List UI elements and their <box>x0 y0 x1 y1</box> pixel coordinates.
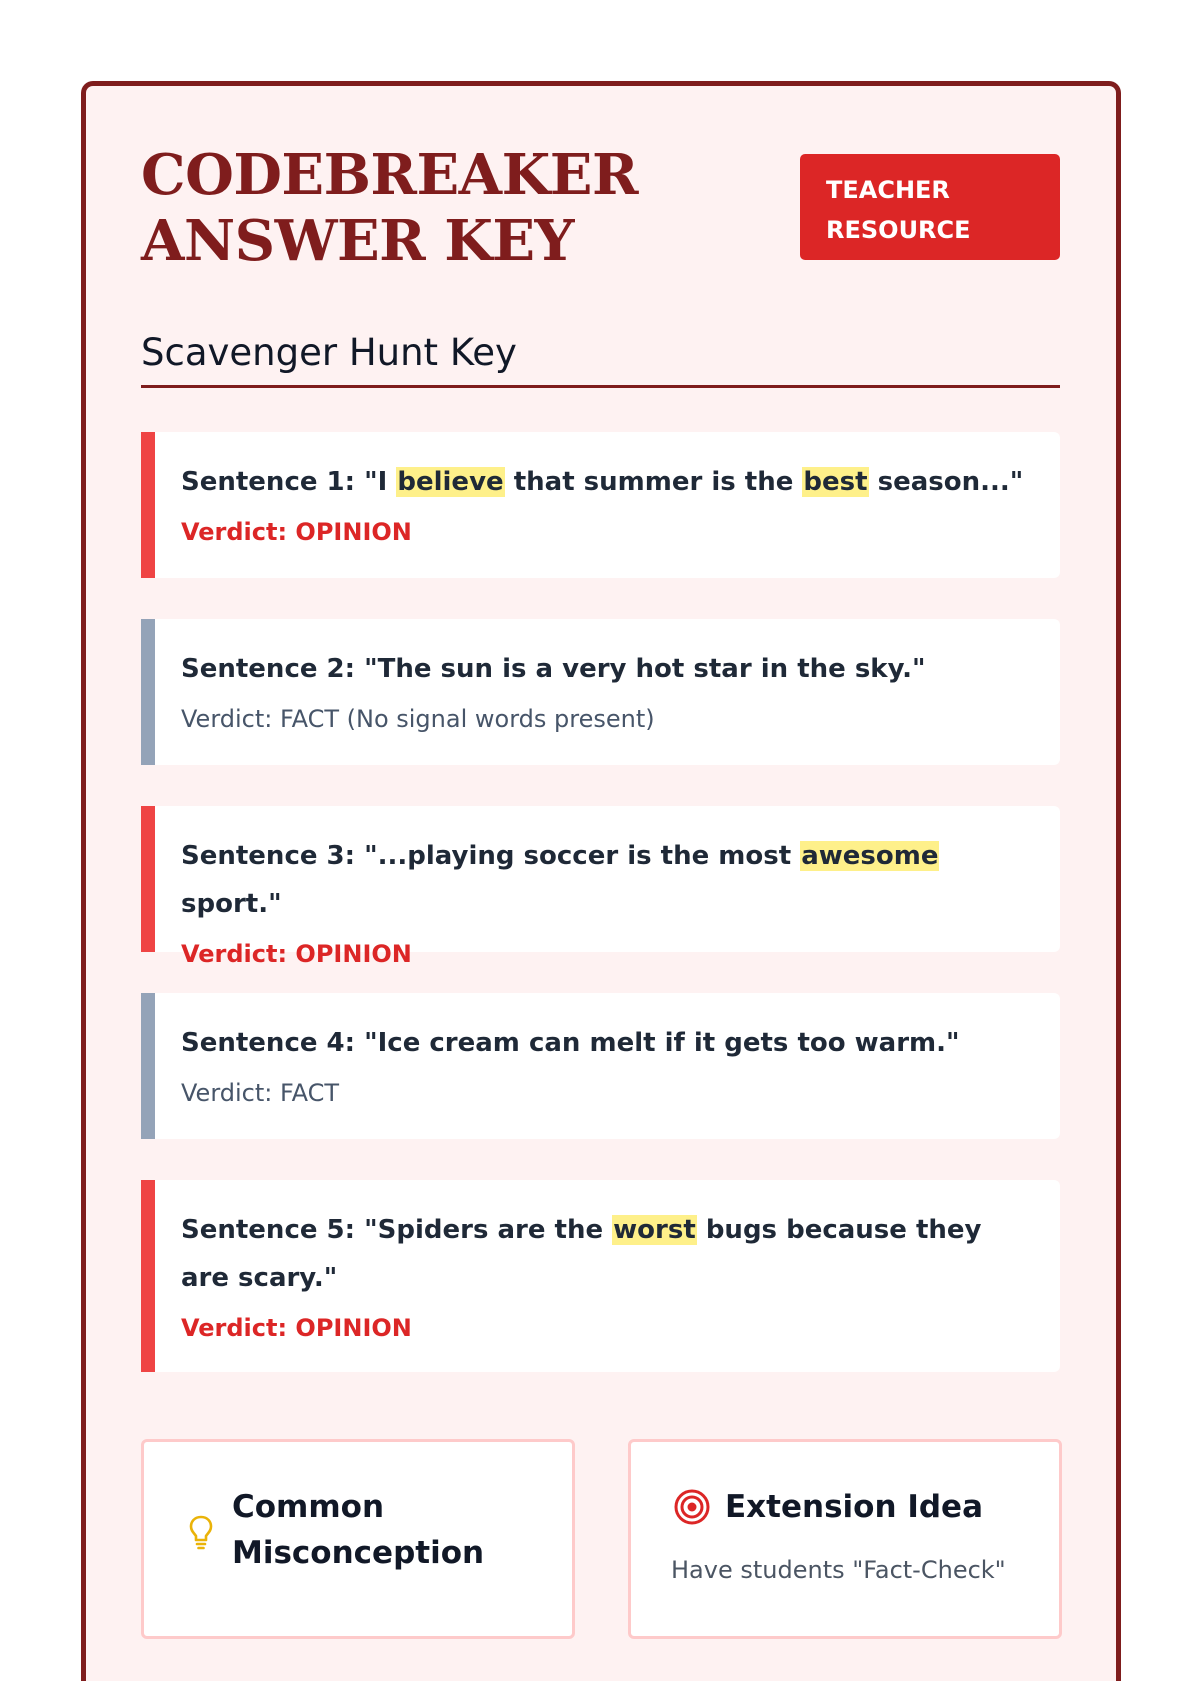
sentence-text <box>181 1206 1024 1302</box>
sentence-part: Sentence 4: "Ice cream can melt if it gets too warm." <box>181 1028 960 1058</box>
verdict-label: Verdict: OPINION <box>181 1314 412 1342</box>
section-title: Scavenger Hunt Key <box>141 328 1060 388</box>
extension-idea-box <box>628 1439 1062 1639</box>
badge-line-2: RESOURCE <box>826 216 971 244</box>
verdict-label: Verdict: OPINION <box>181 940 412 968</box>
title-line-2: ANSWER KEY <box>141 208 575 274</box>
verdict-label: Verdict: OPINION <box>181 518 412 546</box>
sentence-part: Sentence 3: "...playing soccer is the most <box>181 841 801 871</box>
sentence-part: Sentence 1: "I <box>181 467 397 497</box>
sentence-item-1 <box>141 432 1060 578</box>
sentence-item-2 <box>141 619 1060 765</box>
verdict-label: Verdict: FACT (No signal words present) <box>181 705 655 733</box>
teacher-resource-badge <box>800 154 1060 260</box>
sentence-item-4 <box>141 993 1060 1139</box>
sentence-part: sport." <box>181 889 282 919</box>
signal-word-highlight: believe <box>397 467 504 497</box>
sentence-part: Sentence 5: "Spiders are the <box>181 1215 613 1245</box>
extension-text: Have students "Fact-Check" <box>671 1556 1006 1584</box>
sentence-part: that summer is the <box>504 467 803 497</box>
page-title <box>141 142 638 274</box>
sentence-text <box>181 645 1024 693</box>
sentence-item-3 <box>141 806 1060 968</box>
verdict-label: Verdict: FACT <box>181 1079 340 1107</box>
common-misconception-box <box>141 1439 575 1639</box>
sentence-item-5 <box>141 1180 1060 1372</box>
badge-line-1: TEACHER <box>826 176 950 204</box>
misconception-title-line-1: Common <box>232 1489 385 1525</box>
target-icon <box>673 1488 711 1526</box>
sentence-text <box>181 832 1024 928</box>
signal-word-highlight: awesome <box>801 841 939 871</box>
signal-word-highlight: worst <box>613 1215 696 1245</box>
lightbulb-icon <box>188 1514 214 1550</box>
misconception-title <box>232 1484 484 1576</box>
misconception-title-line-2: Misconception <box>232 1535 485 1571</box>
signal-word-highlight: best <box>803 467 868 497</box>
title-line-1: CODEBREAKER <box>141 142 638 208</box>
sentence-text <box>181 1019 1024 1067</box>
extension-title: Extension Idea <box>725 1489 983 1525</box>
sentence-part: Sentence 2: "The sun is a very hot star in the sky." <box>181 654 926 684</box>
sentence-part: season..." <box>868 467 1024 497</box>
sentence-text <box>181 458 1024 506</box>
sentence-part: bugs because they are scary." <box>181 1215 982 1293</box>
